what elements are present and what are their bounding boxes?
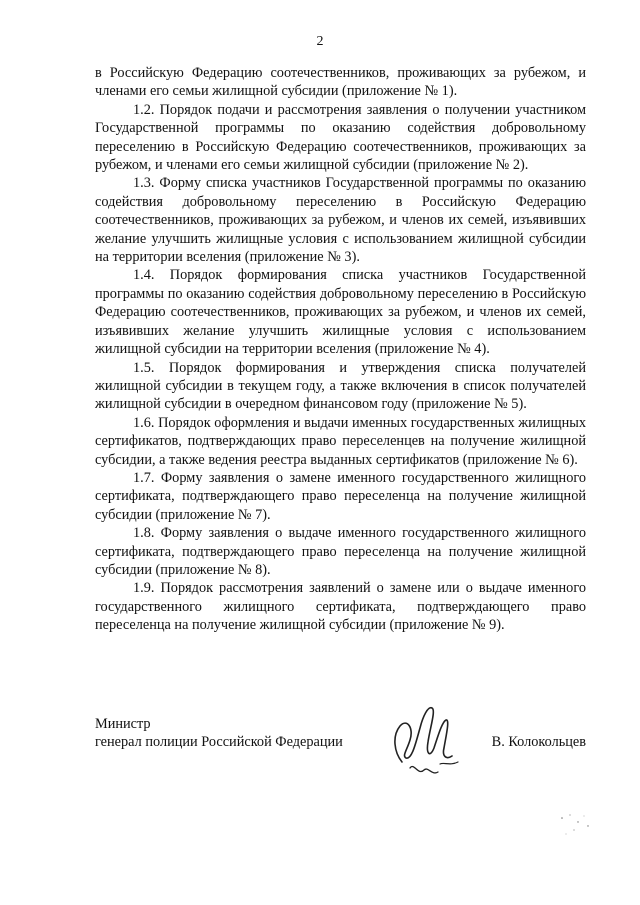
signatory-title-line-2: генерал полиции Российской Федерации (95, 734, 343, 750)
paragraph-item-1-9: 1.9. Порядок рассмотрения заявлений о замене или о выдаче именного государственного жилищного сертификата, подтверждающего право переселенца на получение жилищной субсидии (приложение № 9). (95, 580, 586, 634)
paragraph-item-1-8: 1.8. Форму заявления о выдаче именного государственного жилищного сертификата, подтверждающего право переселенца на получение жилищной субсидии (приложение № 8). (95, 525, 586, 578)
paragraph-continuation: в Российскую Федерацию соотечественников, проживающих за рубежом, и членами его семьи жилищной субсидии (приложение № 1). (95, 65, 586, 100)
paragraph-item-1-6: 1.6. Порядок оформления и выдачи именных государственных жилищных сертификатов, подтверждающих право переселенцев на получение жилищной субсидии, а также ведения реестра выданных сертификатов (приложение № 6). (95, 414, 586, 468)
scan-specks (556, 812, 596, 842)
page-number: 2 (316, 34, 324, 49)
document-body (95, 64, 586, 635)
signatory-name: В. Колокольцев (491, 734, 586, 750)
handwritten-signature (380, 692, 470, 782)
paragraph-item-1-2: 1.2. Порядок подачи и рассмотрения заявления о получении участником Государственной программы по оказанию содействия добровольному переселению в Российскую Федерацию соотечественников, проживающих за рубежом, и членами его семьи жилищной субсидии (приложение № 2). (95, 101, 586, 174)
signatory-title-line-1: Министр (95, 716, 151, 732)
paragraph-item-1-7: 1.7. Форму заявления о замене именного государственного жилищного сертификата, подтверждающего право переселенца на получение жилищной субсидии (приложение № 7). (95, 469, 586, 523)
paragraph-item-1-3: 1.3. Форму списка участников Государственной программы по оказанию содействия добровольному переселению в Российскую Федерацию соотечественников, проживающих за рубежом, и членов их семей, изъявивших желание улучшить жилищные условия с использованием жилищной субсидии на территории вселения (приложение № 3). (95, 175, 586, 266)
paragraph-item-1-5: 1.5. Порядок формирования и утверждения списка получателей жилищной субсидии в текущем году, а также включения в список получателей жилищной субсидии в очередном финансовом году (приложение № 5). (95, 359, 586, 413)
paragraph-item-1-4: 1.4. Порядок формирования списка участников Государственной программы по оказанию содействия добровольному переселению в Российскую Федерацию соотечественников, проживающих за рубежом, и членов их семей, изъявивших желание улучшить жилищные условия с использованием жилищной субсидии на территории вселения (приложение № 4). (95, 267, 586, 358)
